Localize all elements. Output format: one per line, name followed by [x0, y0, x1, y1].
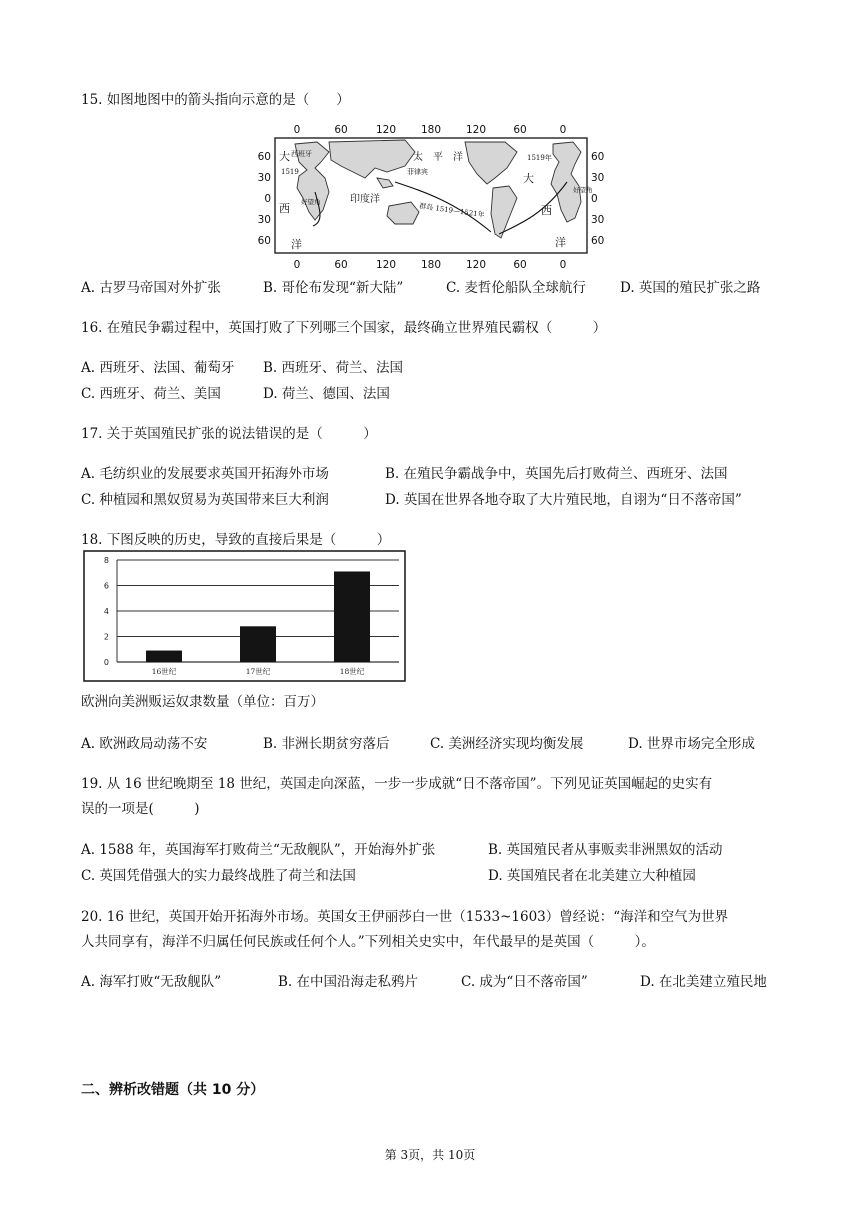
map-top-tick: 60	[334, 124, 348, 136]
q17-option-b[interactable]: B. 在殖民争霸战争中，英国先后打败荷兰、西班牙、法国	[385, 466, 728, 482]
chart-y-tick-label: 0	[103, 658, 109, 667]
world-map-figure	[255, 122, 607, 270]
q15-option-d[interactable]: D. 英国的殖民扩张之路	[620, 280, 761, 296]
map-bottom-tick: 120	[465, 259, 487, 270]
map-label: 印度洋	[350, 194, 380, 205]
chart-y-tick-label: 8	[103, 556, 109, 565]
q18-option-c[interactable]: C. 美洲经济实现均衡发展	[430, 736, 584, 752]
q18-option-a[interactable]: A. 欧洲政局动荡不安	[81, 736, 208, 752]
q20-option-a[interactable]: A. 海军打败“无敌舰队”	[81, 974, 222, 990]
q20-option-d[interactable]: D. 在北美建立殖民地	[640, 974, 767, 990]
map-bottom-tick: 0	[559, 259, 567, 270]
q19-stem-line1: 19. 从 16 世纪晚期至 18 世纪，英国走向深蓝，一步一步成就“日不落帝国”。下列见证英国崛起的史实有	[81, 776, 713, 792]
q16-stem: 16. 在殖民争霸过程中，英国打败了下列哪三个国家，最终确立世界殖民霸权（ ）	[81, 320, 607, 336]
chart-bar	[240, 626, 276, 662]
map-label: 1519	[281, 168, 299, 176]
map-label: 好望角	[573, 186, 593, 194]
map-left-tick: 30	[257, 214, 271, 226]
q20-stem-line2: 人共同享有，海洋不归属任何民族或任何个人。”下列相关史实中，年代最早的是英国（ ）。	[81, 934, 655, 950]
q18-stem: 18. 下图反映的历史，导致的直接后果是（ ）	[81, 532, 391, 548]
map-label: 洋	[555, 236, 566, 249]
map-label: 西	[541, 204, 552, 217]
map-right-tick: 30	[591, 214, 605, 226]
q17-option-d[interactable]: D. 英国在世界各地夺取了大片殖民地，自诩为“日不落帝国”	[385, 492, 742, 508]
q16-option-b[interactable]: B. 西班牙、荷兰、法国	[263, 360, 404, 376]
map-bottom-tick: 0	[293, 259, 301, 270]
map-label: 大	[279, 150, 290, 163]
map-right-tick: 60	[591, 235, 605, 247]
slave-trade-bar-chart	[83, 550, 406, 682]
q19-option-b[interactable]: B. 英国殖民者从事贩卖非洲黑奴的活动	[488, 842, 723, 858]
map-label: 好望角	[301, 198, 321, 206]
q20-option-c[interactable]: C. 成为“日不落帝国”	[461, 974, 588, 990]
chart-x-tick-label: 18世纪	[339, 667, 365, 676]
q20-option-b[interactable]: B. 在中国沿海走私鸦片	[278, 974, 419, 990]
q18-option-d[interactable]: D. 世界市场完全形成	[628, 736, 755, 752]
map-left-tick: 30	[257, 172, 271, 184]
section-title: 二、辨析改错题（共 10 分）	[81, 1082, 265, 1098]
map-top-tick: 120	[375, 124, 397, 136]
q19-stem-line2: 误的一项是( )	[81, 801, 200, 817]
map-top-tick: 180	[420, 124, 442, 136]
q16-option-d[interactable]: D. 荷兰、德国、法国	[263, 386, 390, 402]
map-bottom-tick: 180	[420, 259, 442, 270]
map-bottom-tick: 60	[334, 259, 348, 270]
map-label: 群岛 1519—1521年	[418, 202, 486, 220]
map-label: 菲律宾	[407, 168, 428, 176]
q15-stem: 15. 如图地图中的箭头指向示意的是（ ）	[81, 92, 350, 108]
q15-option-b[interactable]: B. 哥伦布发现“新大陆”	[263, 280, 404, 296]
q15-option-a[interactable]: A. 古罗马帝国对外扩张	[81, 280, 221, 296]
chart-x-tick-label: 16世纪	[151, 667, 177, 676]
chart-x-tick-label: 17世纪	[245, 667, 271, 676]
chart-y-tick-label: 2	[103, 632, 109, 642]
map-top-tick: 0	[559, 124, 567, 136]
map-label: 洋	[291, 238, 302, 251]
map-right-tick: 30	[591, 172, 605, 184]
q19-option-d[interactable]: D. 英国殖民者在北美建立大种植园	[488, 868, 696, 884]
chart-y-tick-label: 6	[103, 581, 109, 591]
q17-option-a[interactable]: A. 毛纺织业的发展要求英国开拓海外市场	[81, 466, 329, 482]
q19-option-c[interactable]: C. 英国凭借强大的实力最终战胜了荷兰和法国	[81, 868, 356, 884]
map-label: 西班牙	[291, 150, 312, 158]
map-left-tick: 60	[257, 235, 271, 247]
map-label: 西	[279, 202, 290, 215]
map-bottom-tick: 120	[375, 259, 397, 270]
q16-option-a[interactable]: A. 西班牙、法国、葡萄牙	[81, 360, 235, 376]
chart-caption: 欧洲向美洲贩运奴隶数量（单位：百万）	[81, 694, 324, 710]
map-top-tick: 0	[293, 124, 301, 136]
map-bottom-tick: 60	[513, 259, 527, 270]
map-right-tick: 0	[591, 193, 598, 205]
chart-bar	[334, 571, 370, 662]
page-footer: 第 3页，共 10页	[384, 1148, 476, 1162]
q17-stem: 17. 关于英国殖民扩张的说法错误的是（ ）	[81, 426, 377, 442]
q15-option-c[interactable]: C. 麦哲伦船队全球航行	[446, 280, 586, 296]
chart-y-tick-label: 4	[103, 607, 109, 616]
q19-option-a[interactable]: A. 1588 年，英国海军打败荷兰“无敌舰队”，开始海外扩张	[81, 842, 436, 858]
map-label: 大	[523, 172, 534, 185]
map-left-tick: 0	[264, 193, 271, 205]
q17-option-c[interactable]: C. 种植园和黑奴贸易为英国带来巨大利润	[81, 492, 329, 508]
map-right-tick: 60	[591, 151, 605, 163]
chart-bar	[146, 651, 182, 662]
map-label: 1519年	[527, 154, 552, 162]
q20-stem-line1: 20. 16 世纪，英国开始开拓海外市场。英国女王伊丽莎白一世（1533~1603）曾经说：“海洋和空气为世界	[81, 909, 729, 925]
map-label: 太 平 洋	[413, 152, 463, 163]
map-top-tick: 60	[513, 124, 527, 136]
map-top-tick: 120	[465, 124, 487, 136]
q16-option-c[interactable]: C. 西班牙、荷兰、美国	[81, 386, 221, 402]
map-left-tick: 60	[257, 151, 271, 163]
q18-option-b[interactable]: B. 非洲长期贫穷落后	[263, 736, 390, 752]
